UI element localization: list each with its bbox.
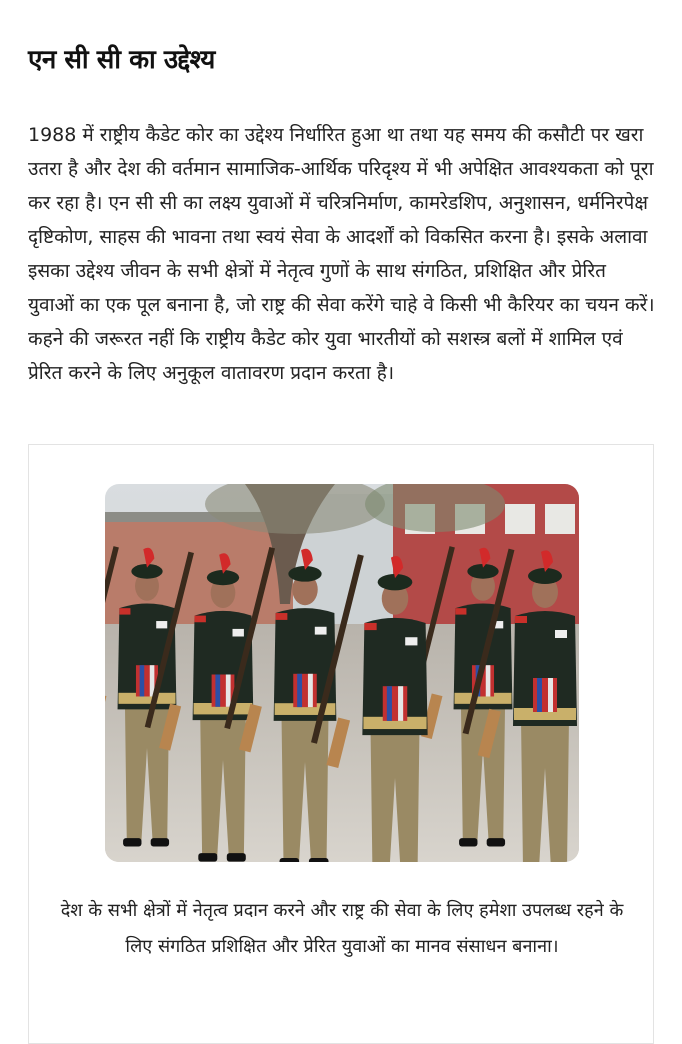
ncc-cadets-parade-photo	[105, 484, 579, 862]
photo-illustration	[105, 484, 579, 862]
figure-card	[28, 444, 654, 1044]
photo-caption: देश के सभी क्षेत्रों में नेतृत्व प्रदान करने और राष्ट्र की सेवा के लिए हमेशा उपलब्ध रहने के लिए संगठित प्रशिक्षित और प्रेरित युवाओं का मानव संसाधन बनाना।	[60, 900, 624, 957]
article-paragraph: 1988 में राष्ट्रीय कैडेट कोर का उद्देश्य निर्धारित हुआ था तथा यह समय की कसौटी पर खरा उतरा है और देश की वर्तमान सामाजिक-आर्थिक परिदृश्य में भी अपेक्षित आवश्यकता को पूरा कर रहा है। एन सी सी का लक्ष्य युवाओं में चरित्रनिर्माण, कामरेडशिप, अनुशासन, धर्मनिरपेक्ष दृष्टिकोण, साहस की भावना तथा स्वयं सेवा के आदर्शों को विकसित करना है। इसके अलावा इसका उद्देश्य जीवन के सभी क्षेत्रों में नेतृत्व गुणों के साथ संगठित, प्रशिक्षित और प्रेरित युवाओं का एक पूल बनाना है, जो राष्ट्र की सेवा करेंगे चाहे वे किसी भी कैरियर का चयन करें। कहने की जरूरत नहीं कि राष्ट्रीय कैडेट कोर युवा भारतीयों को सशस्त्र बलों में शामिल एवं प्रेरित करने के लिए अनुकूल वातावरण प्रदान करता है।	[28, 124, 655, 384]
article-heading: एन सी सी का उद्देश्य	[28, 45, 215, 75]
